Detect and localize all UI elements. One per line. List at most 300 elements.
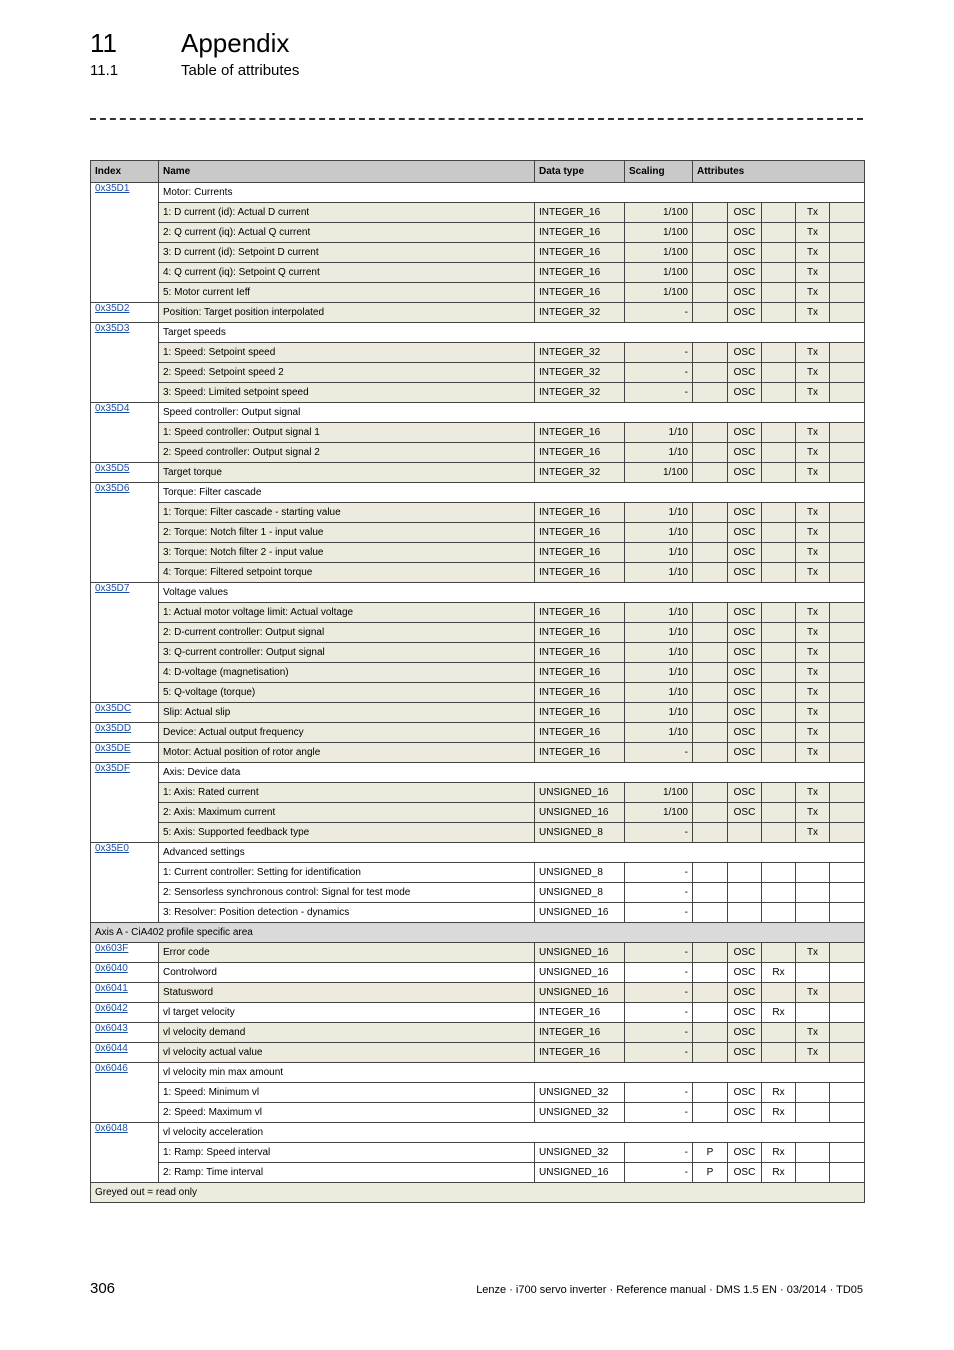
table-row xyxy=(91,623,865,643)
scaling-cell: 1/100 xyxy=(625,263,693,283)
name-cell: 2: Speed controller: Output signal 2 xyxy=(159,443,535,463)
table-row xyxy=(91,983,865,1003)
attribute-cell xyxy=(830,563,865,583)
index-link[interactable]: 0x35D5 xyxy=(95,463,130,474)
data-type-cell: UNSIGNED_8 xyxy=(535,883,625,903)
attribute-cell: OSC xyxy=(728,743,762,763)
index-cell xyxy=(91,843,159,923)
table-row xyxy=(91,1003,865,1023)
attribute-cell xyxy=(830,1043,865,1063)
attribute-cell: Tx xyxy=(796,983,830,1003)
header-data-type: Data type xyxy=(535,161,625,183)
attribute-cell xyxy=(693,543,728,563)
index-cell xyxy=(91,483,159,583)
attribute-cell xyxy=(796,863,830,883)
scaling-cell: 1/10 xyxy=(625,723,693,743)
name-cell: 5: Axis: Supported feedback type xyxy=(159,823,535,843)
attribute-cell xyxy=(693,463,728,483)
attribute-cell xyxy=(693,883,728,903)
attribute-cell: P xyxy=(693,1143,728,1163)
scaling-cell: - xyxy=(625,963,693,983)
attribute-cell xyxy=(830,523,865,543)
attribute-cell: OSC xyxy=(728,1103,762,1123)
attribute-cell xyxy=(762,803,796,823)
attribute-cell xyxy=(693,723,728,743)
table-row xyxy=(91,263,865,283)
table-row xyxy=(91,883,865,903)
group-header-row xyxy=(91,323,865,343)
attribute-cell xyxy=(693,663,728,683)
attribute-cell: Tx xyxy=(796,683,830,703)
attribute-cell xyxy=(693,943,728,963)
name-cell: 1: Speed controller: Output signal 1 xyxy=(159,423,535,443)
table-row xyxy=(91,303,865,323)
index-cell xyxy=(91,1003,159,1023)
attribute-cell: OSC xyxy=(728,643,762,663)
attribute-cell xyxy=(693,423,728,443)
name-cell: 1: Axis: Rated current xyxy=(159,783,535,803)
name-cell: vl target velocity xyxy=(159,1003,535,1023)
name-cell: vl velocity demand xyxy=(159,1023,535,1043)
attribute-cell: Tx xyxy=(796,1043,830,1063)
scaling-cell: - xyxy=(625,823,693,843)
attribute-cell: OSC xyxy=(728,283,762,303)
index-link[interactable]: 0x35D6 xyxy=(95,483,130,494)
attribute-cell xyxy=(762,823,796,843)
index-link[interactable]: 0x35DC xyxy=(95,703,132,714)
attribute-cell: OSC xyxy=(728,963,762,983)
attribute-cell: OSC xyxy=(728,1023,762,1043)
attribute-cell xyxy=(762,363,796,383)
table-row xyxy=(91,703,865,723)
attribute-cell xyxy=(762,423,796,443)
attribute-cell xyxy=(796,1163,830,1183)
attribute-cell xyxy=(762,983,796,1003)
table-row xyxy=(91,543,865,563)
table-header-row xyxy=(91,161,865,183)
attribute-cell xyxy=(728,903,762,923)
attribute-cell: OSC xyxy=(728,363,762,383)
attribute-cell: Tx xyxy=(796,463,830,483)
group-header-row xyxy=(91,1123,865,1143)
attribute-cell xyxy=(693,383,728,403)
index-link[interactable]: 0x35DD xyxy=(95,723,132,734)
attribute-cell xyxy=(830,1143,865,1163)
attribute-cell: Tx xyxy=(796,563,830,583)
data-type-cell: INTEGER_16 xyxy=(535,603,625,623)
data-type-cell: INTEGER_16 xyxy=(535,663,625,683)
data-type-cell: INTEGER_16 xyxy=(535,743,625,763)
index-link[interactable]: 0x35DF xyxy=(95,763,131,774)
attribute-cell xyxy=(830,723,865,743)
data-type-cell: INTEGER_16 xyxy=(535,443,625,463)
scaling-cell: 1/10 xyxy=(625,563,693,583)
group-header-row xyxy=(91,583,865,603)
name-cell: 1: Torque: Filter cascade - starting value xyxy=(159,503,535,523)
index-link[interactable]: 0x6043 xyxy=(95,1023,128,1034)
attribute-cell xyxy=(693,223,728,243)
attribute-cell: OSC xyxy=(728,443,762,463)
attribute-cell xyxy=(762,523,796,543)
attribute-cell: OSC xyxy=(728,703,762,723)
index-cell xyxy=(91,743,159,763)
scaling-cell: 1/10 xyxy=(625,663,693,683)
section-title: Table of attributes xyxy=(181,62,300,79)
attribute-cell xyxy=(830,263,865,283)
attribute-cell xyxy=(830,1003,865,1023)
attribute-cell xyxy=(693,963,728,983)
header-name: Name xyxy=(159,161,535,183)
attribute-cell: Tx xyxy=(796,943,830,963)
name-cell: Slip: Actual slip xyxy=(159,703,535,723)
data-type-cell: UNSIGNED_16 xyxy=(535,903,625,923)
table-row xyxy=(91,203,865,223)
name-cell: 3: Resolver: Position detection - dynamics xyxy=(159,903,535,923)
data-type-cell: INTEGER_16 xyxy=(535,423,625,443)
group-header-row xyxy=(91,403,865,423)
table-row xyxy=(91,963,865,983)
footnote-text: Greyed out = read only xyxy=(91,1183,865,1203)
attribute-cell: Rx xyxy=(762,1083,796,1103)
attribute-cell: Tx xyxy=(796,363,830,383)
scaling-cell: 1/100 xyxy=(625,803,693,823)
attribute-cell: Tx xyxy=(796,643,830,663)
attribute-cell xyxy=(762,563,796,583)
attribute-cell xyxy=(693,263,728,283)
attribute-cell xyxy=(830,803,865,823)
attribute-cell xyxy=(728,823,762,843)
attribute-cell: OSC xyxy=(728,1003,762,1023)
attribute-cell xyxy=(693,283,728,303)
name-cell: Controlword xyxy=(159,963,535,983)
name-cell: 4: Q current (iq): Setpoint Q current xyxy=(159,263,535,283)
attribute-cell xyxy=(693,443,728,463)
scaling-cell: - xyxy=(625,1143,693,1163)
attribute-cell: OSC xyxy=(728,563,762,583)
name-cell: 3: Q-current controller: Output signal xyxy=(159,643,535,663)
name-cell: 2: Axis: Maximum current xyxy=(159,803,535,823)
attribute-cell xyxy=(830,883,865,903)
table-row xyxy=(91,743,865,763)
table-row xyxy=(91,563,865,583)
attribute-cell: Tx xyxy=(796,783,830,803)
name-cell: 1: Current controller: Setting for identification xyxy=(159,863,535,883)
table-row xyxy=(91,603,865,623)
group-name-cell: vl velocity min max amount xyxy=(159,1063,865,1083)
attribute-cell xyxy=(693,503,728,523)
attribute-cell: Tx xyxy=(796,603,830,623)
attribute-cell: Tx xyxy=(796,423,830,443)
attribute-cell: OSC xyxy=(728,223,762,243)
name-cell: Motor: Actual position of rotor angle xyxy=(159,743,535,763)
index-link[interactable]: 0x35DE xyxy=(95,743,131,754)
index-link[interactable]: 0x35D2 xyxy=(95,303,130,314)
name-cell: 3: Torque: Notch filter 2 - input value xyxy=(159,543,535,563)
scaling-cell: 1/10 xyxy=(625,443,693,463)
name-cell: 3: Speed: Limited setpoint speed xyxy=(159,383,535,403)
index-link[interactable]: 0x6040 xyxy=(95,963,128,974)
index-link[interactable]: 0x35D4 xyxy=(95,403,130,414)
attribute-cell xyxy=(830,363,865,383)
attribute-cell: OSC xyxy=(728,1143,762,1163)
name-cell: 2: Ramp: Time interval xyxy=(159,1163,535,1183)
table-row xyxy=(91,1143,865,1163)
data-type-cell: INTEGER_16 xyxy=(535,503,625,523)
attribute-cell: Tx xyxy=(796,523,830,543)
scaling-cell: - xyxy=(625,863,693,883)
attribute-cell xyxy=(693,203,728,223)
data-type-cell: UNSIGNED_8 xyxy=(535,823,625,843)
attribute-cell xyxy=(830,683,865,703)
attribute-cell: Tx xyxy=(796,443,830,463)
attribute-cell xyxy=(762,263,796,283)
data-type-cell: INTEGER_16 xyxy=(535,263,625,283)
name-cell: Error code xyxy=(159,943,535,963)
index-link[interactable]: 0x6042 xyxy=(95,1003,128,1014)
index-cell xyxy=(91,403,159,463)
attribute-cell: Tx xyxy=(796,223,830,243)
scaling-cell: - xyxy=(625,983,693,1003)
index-link[interactable]: 0x35D1 xyxy=(95,183,130,194)
index-link[interactable]: 0x6044 xyxy=(95,1043,128,1054)
name-cell: 2: Sensorless synchronous control: Signal for test mode xyxy=(159,883,535,903)
scaling-cell: 1/10 xyxy=(625,703,693,723)
attribute-cell: Tx xyxy=(796,663,830,683)
attribute-cell: OSC xyxy=(728,523,762,543)
scaling-cell: 1/10 xyxy=(625,503,693,523)
table-row xyxy=(91,363,865,383)
table-row xyxy=(91,423,865,443)
attribute-cell xyxy=(762,703,796,723)
footnote-row xyxy=(91,1183,865,1203)
table-row xyxy=(91,1083,865,1103)
group-name-cell: Motor: Currents xyxy=(159,183,865,203)
attribute-cell xyxy=(830,203,865,223)
scaling-cell: - xyxy=(625,743,693,763)
name-cell: 1: Ramp: Speed interval xyxy=(159,1143,535,1163)
index-link[interactable]: 0x6048 xyxy=(95,1123,128,1134)
data-type-cell: INTEGER_32 xyxy=(535,363,625,383)
attribute-cell: Tx xyxy=(796,723,830,743)
attribute-cell xyxy=(762,1023,796,1043)
name-cell: 4: D-voltage (magnetisation) xyxy=(159,663,535,683)
attribute-cell xyxy=(830,703,865,723)
attribute-cell: OSC xyxy=(728,1083,762,1103)
scaling-cell: 1/10 xyxy=(625,543,693,563)
index-cell xyxy=(91,463,159,483)
attribute-cell xyxy=(830,663,865,683)
attribute-cell: Tx xyxy=(796,203,830,223)
attribute-cell xyxy=(830,1023,865,1043)
name-cell: Target torque xyxy=(159,463,535,483)
attribute-cell xyxy=(693,623,728,643)
name-cell: Device: Actual output frequency xyxy=(159,723,535,743)
data-type-cell: INTEGER_32 xyxy=(535,463,625,483)
scaling-cell: - xyxy=(625,1163,693,1183)
index-link[interactable]: 0x6041 xyxy=(95,983,128,994)
name-cell: 1: Speed: Setpoint speed xyxy=(159,343,535,363)
attribute-cell: OSC xyxy=(728,203,762,223)
attribute-cell: Rx xyxy=(762,963,796,983)
table-row xyxy=(91,643,865,663)
attribute-cell xyxy=(693,1023,728,1043)
attribute-cell: P xyxy=(693,1163,728,1183)
group-name-cell: Advanced settings xyxy=(159,843,865,863)
page-number: 306 xyxy=(90,1280,116,1297)
table-row xyxy=(91,503,865,523)
data-type-cell: INTEGER_16 xyxy=(535,683,625,703)
scaling-cell: 1/10 xyxy=(625,523,693,543)
data-type-cell: INTEGER_16 xyxy=(535,1003,625,1023)
attribute-cell xyxy=(830,643,865,663)
group-header-row xyxy=(91,483,865,503)
group-header-row xyxy=(91,843,865,863)
attribute-cell xyxy=(830,423,865,443)
attribute-cell xyxy=(762,883,796,903)
attribute-cell xyxy=(762,383,796,403)
data-type-cell: UNSIGNED_16 xyxy=(535,1163,625,1183)
attribute-cell: OSC xyxy=(728,383,762,403)
attribute-cell: OSC xyxy=(728,783,762,803)
attribute-cell: OSC xyxy=(728,723,762,743)
data-type-cell: INTEGER_16 xyxy=(535,563,625,583)
attribute-cell xyxy=(762,683,796,703)
group-name-cell: Voltage values xyxy=(159,583,865,603)
data-type-cell: UNSIGNED_16 xyxy=(535,803,625,823)
attribute-cell xyxy=(693,743,728,763)
table-row xyxy=(91,723,865,743)
scaling-cell: 1/10 xyxy=(625,683,693,703)
attribute-cell xyxy=(796,1103,830,1123)
scaling-cell: 1/100 xyxy=(625,243,693,263)
index-link[interactable]: 0x6046 xyxy=(95,1063,128,1074)
attribute-cell: OSC xyxy=(728,983,762,1003)
attribute-cell: Tx xyxy=(796,823,830,843)
attribute-cell xyxy=(693,563,728,583)
attribute-cell xyxy=(762,783,796,803)
attribute-cell xyxy=(762,663,796,683)
attribute-cell xyxy=(762,603,796,623)
attribute-cell: Rx xyxy=(762,1103,796,1123)
attribute-cell xyxy=(693,783,728,803)
table-row xyxy=(91,1043,865,1063)
name-cell: 2: Speed: Maximum vl xyxy=(159,1103,535,1123)
table-row xyxy=(91,803,865,823)
attribute-cell xyxy=(693,983,728,1003)
attribute-cell xyxy=(830,863,865,883)
attribute-cell: Tx xyxy=(796,343,830,363)
data-type-cell: INTEGER_16 xyxy=(535,203,625,223)
attribute-cell xyxy=(728,883,762,903)
index-cell xyxy=(91,723,159,743)
data-type-cell: INTEGER_16 xyxy=(535,703,625,723)
attribute-cell xyxy=(693,1003,728,1023)
attribute-cell xyxy=(762,223,796,243)
table-row xyxy=(91,243,865,263)
dashed-divider xyxy=(90,118,863,120)
scaling-cell: - xyxy=(625,903,693,923)
attribute-cell xyxy=(762,503,796,523)
attribute-cell xyxy=(796,963,830,983)
attribute-cell xyxy=(762,943,796,963)
data-type-cell: UNSIGNED_16 xyxy=(535,783,625,803)
data-type-cell: INTEGER_32 xyxy=(535,303,625,323)
data-type-cell: INTEGER_16 xyxy=(535,243,625,263)
scaling-cell: - xyxy=(625,1083,693,1103)
index-cell xyxy=(91,1043,159,1063)
scaling-cell: 1/10 xyxy=(625,423,693,443)
name-cell: 1: Speed: Minimum vl xyxy=(159,1083,535,1103)
data-type-cell: UNSIGNED_16 xyxy=(535,943,625,963)
attribute-cell xyxy=(830,243,865,263)
data-type-cell: INTEGER_16 xyxy=(535,223,625,243)
attribute-cell xyxy=(830,343,865,363)
table-row xyxy=(91,823,865,843)
header-attributes: Attributes xyxy=(693,161,865,183)
attribute-cell xyxy=(830,543,865,563)
data-type-cell: UNSIGNED_32 xyxy=(535,1103,625,1123)
group-header-row xyxy=(91,183,865,203)
attribute-cell: Tx xyxy=(796,243,830,263)
index-cell xyxy=(91,1123,159,1183)
footer-text: Lenze · i700 servo inverter · Reference manual · DMS 1.5 EN · 03/2014 · TD05 xyxy=(476,1284,863,1296)
attribute-cell xyxy=(830,963,865,983)
attribute-cell: Tx xyxy=(796,303,830,323)
table-row xyxy=(91,663,865,683)
index-link[interactable]: 0x35D3 xyxy=(95,323,130,334)
attribute-cell: OSC xyxy=(728,303,762,323)
attribute-cell xyxy=(693,903,728,923)
table-row xyxy=(91,523,865,543)
name-cell: 2: Speed: Setpoint speed 2 xyxy=(159,363,535,383)
index-link[interactable]: 0x35E0 xyxy=(95,843,129,854)
index-link[interactable]: 0x603F xyxy=(95,943,129,954)
attribute-cell xyxy=(693,363,728,383)
index-cell xyxy=(91,1063,159,1123)
name-cell: 4: Torque: Filtered setpoint torque xyxy=(159,563,535,583)
attribute-cell xyxy=(762,623,796,643)
attribute-cell xyxy=(762,283,796,303)
table-row xyxy=(91,343,865,363)
attribute-cell: Tx xyxy=(796,503,830,523)
scaling-cell: 1/10 xyxy=(625,643,693,663)
attribute-cell xyxy=(762,443,796,463)
attribute-cell xyxy=(830,603,865,623)
data-type-cell: UNSIGNED_32 xyxy=(535,1143,625,1163)
attribute-cell: Tx xyxy=(796,623,830,643)
attribute-cell xyxy=(693,343,728,363)
attribute-cell: Tx xyxy=(796,743,830,763)
index-cell xyxy=(91,323,159,403)
data-type-cell: INTEGER_32 xyxy=(535,383,625,403)
name-cell: 5: Motor current Ieff xyxy=(159,283,535,303)
attribute-cell xyxy=(693,823,728,843)
index-cell xyxy=(91,963,159,983)
data-type-cell: INTEGER_16 xyxy=(535,1043,625,1063)
chapter-number: 11 xyxy=(90,28,117,58)
attribute-cell: Rx xyxy=(762,1143,796,1163)
index-link[interactable]: 0x35D7 xyxy=(95,583,130,594)
name-cell: vl velocity actual value xyxy=(159,1043,535,1063)
index-cell xyxy=(91,763,159,843)
attribute-cell xyxy=(693,1083,728,1103)
data-type-cell: UNSIGNED_32 xyxy=(535,1083,625,1103)
table-row xyxy=(91,903,865,923)
attribute-cell xyxy=(762,203,796,223)
scaling-cell: 1/10 xyxy=(625,603,693,623)
index-cell xyxy=(91,1023,159,1043)
name-cell: 2: Torque: Notch filter 1 - input value xyxy=(159,523,535,543)
